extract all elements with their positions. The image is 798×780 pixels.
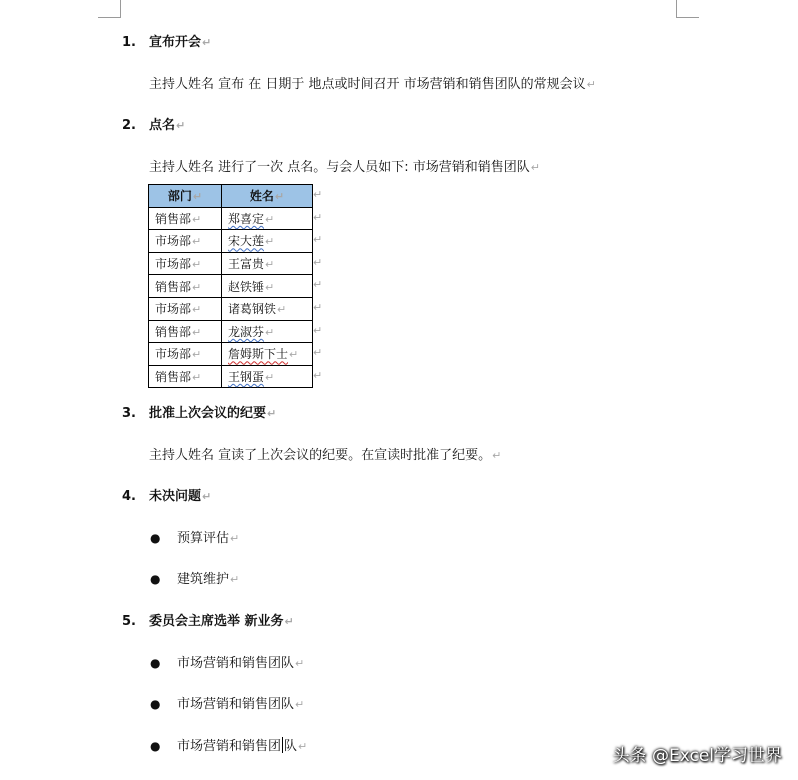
row-end-mark-icon: ↵ <box>313 188 323 201</box>
table-header-row <box>149 185 313 208</box>
heading-title: 未决问题 <box>149 489 202 504</box>
paragraph-2[interactable] <box>149 156 540 175</box>
table-row <box>149 365 313 388</box>
watermark: 头条 @Excel学习世界 <box>612 746 782 766</box>
cell-department[interactable]: 销售部↵ <box>149 365 222 388</box>
heading-2[interactable] <box>122 114 185 133</box>
heading-number: 1. <box>122 35 136 50</box>
cell-department[interactable]: 市场部↵ <box>149 343 222 366</box>
cell-department[interactable]: 销售部↵ <box>149 320 222 343</box>
paragraph-text: 主持人姓名 宣布 在 日期于 地点或时间召开 市场营销和销售团队的常规会议 <box>149 77 586 92</box>
list-item[interactable] <box>150 735 307 754</box>
paragraph-mark-icon: ↵ <box>586 78 596 91</box>
cell-department[interactable]: 销售部↵ <box>149 207 222 230</box>
heading-4[interactable] <box>122 485 211 504</box>
list-item-text: 建筑维护 <box>177 572 230 587</box>
crop-mark-top-right <box>676 0 699 18</box>
cell-department[interactable]: 市场部↵ <box>149 230 222 253</box>
paragraph-mark-icon: ↵ <box>267 407 277 420</box>
paragraph-text: 主持人姓名 宣读了上次会议的纪要。在宣读时批准了纪要。 <box>149 448 492 463</box>
row-end-mark-icon: ↵ <box>313 346 323 360</box>
heading-5[interactable] <box>122 610 294 629</box>
row-end-mark-icon: ↵ <box>313 278 323 292</box>
list-item[interactable] <box>150 568 239 587</box>
table-row <box>149 252 313 275</box>
row-end-mark-icon: ↵ <box>313 210 323 224</box>
heading-number: 3. <box>122 406 136 421</box>
paragraph-mark-icon: ↵ <box>492 449 502 462</box>
header-cell-department[interactable]: 部门↵ <box>149 185 222 208</box>
paragraph-mark-icon: ↵ <box>230 573 240 586</box>
cell-name[interactable]: 王富贵↵ <box>222 252 313 275</box>
list-item-text: 市场营销和销售团队 <box>177 697 295 712</box>
paragraph-3[interactable] <box>149 444 501 463</box>
heading-number: 4. <box>122 489 136 504</box>
table-row <box>149 207 313 230</box>
cell-name[interactable]: 詹姆斯下士↵ <box>222 343 313 366</box>
list-item-text: 市场营销和销售团队 <box>177 656 295 671</box>
paragraph-mark-icon: ↵ <box>202 490 212 503</box>
crop-mark-top-left <box>98 0 121 18</box>
bullet-icon: ● <box>150 697 161 711</box>
text-cursor <box>282 737 283 753</box>
cell-name[interactable]: 郑喜定↵ <box>222 207 313 230</box>
bullet-icon: ● <box>150 572 161 586</box>
paragraph-mark-icon: ↵ <box>230 532 240 545</box>
row-end-mark-icon: ↵ <box>313 300 323 314</box>
paragraph-mark-icon: ↵ <box>295 698 305 711</box>
table-row <box>149 320 313 343</box>
list-item-text-tail: 队 <box>284 739 298 754</box>
header-cell-name[interactable]: 姓名↵ <box>222 185 313 208</box>
heading-1[interactable] <box>122 31 211 50</box>
heading-title: 批准上次会议的纪要 <box>149 406 267 421</box>
table-row <box>149 343 313 366</box>
paragraph-mark-icon: ↵ <box>176 119 186 132</box>
heading-title: 委员会主席选举 新业务 <box>149 614 284 629</box>
cell-name[interactable]: 宋大莲↵ <box>222 230 313 253</box>
cell-department[interactable]: 销售部↵ <box>149 275 222 298</box>
list-item[interactable] <box>150 693 304 712</box>
table-row <box>149 230 313 253</box>
list-item[interactable] <box>150 527 239 546</box>
paragraph-1[interactable] <box>149 73 596 92</box>
paragraph-mark-icon: ↵ <box>295 657 305 670</box>
heading-3[interactable] <box>122 402 276 421</box>
heading-number: 5. <box>122 614 136 629</box>
row-end-mark-icon: ↵ <box>313 255 323 269</box>
paragraph-mark-icon: ↵ <box>284 615 294 628</box>
heading-number: 2. <box>122 118 136 133</box>
cell-name[interactable]: 赵铁锤↵ <box>222 275 313 298</box>
heading-title: 点名 <box>149 118 176 133</box>
attendance-table[interactable] <box>148 184 313 388</box>
table-row <box>149 297 313 320</box>
cell-name[interactable]: 王钢蛋↵ <box>222 365 313 388</box>
row-end-mark-icon: ↵ <box>313 323 323 337</box>
cell-department[interactable]: 市场部↵ <box>149 252 222 275</box>
table-row <box>149 275 313 298</box>
paragraph-mark-icon: ↵ <box>202 36 212 49</box>
list-item-text: 预算评估 <box>177 531 230 546</box>
cell-name[interactable]: 诸葛钢铁↵ <box>222 297 313 320</box>
cell-name[interactable]: 龙淑芬↵ <box>222 320 313 343</box>
heading-title: 宣布开会 <box>149 35 202 50</box>
paragraph-mark-icon: ↵ <box>530 161 540 174</box>
bullet-icon: ● <box>150 531 161 545</box>
row-end-mark-icon: ↵ <box>313 368 323 382</box>
list-item-text: 市场营销和销售团 <box>177 739 282 754</box>
cell-department[interactable]: 市场部↵ <box>149 297 222 320</box>
row-end-mark-icon: ↵ <box>313 233 323 247</box>
table-row-end-marks <box>313 184 322 387</box>
paragraph-mark-icon: ↵ <box>298 740 308 753</box>
bullet-icon: ● <box>150 656 161 670</box>
list-item[interactable] <box>150 652 304 671</box>
paragraph-text: 主持人姓名 进行了一次 点名。与会人员如下: 市场营销和销售团队 <box>149 160 530 175</box>
bullet-icon: ● <box>150 739 161 753</box>
